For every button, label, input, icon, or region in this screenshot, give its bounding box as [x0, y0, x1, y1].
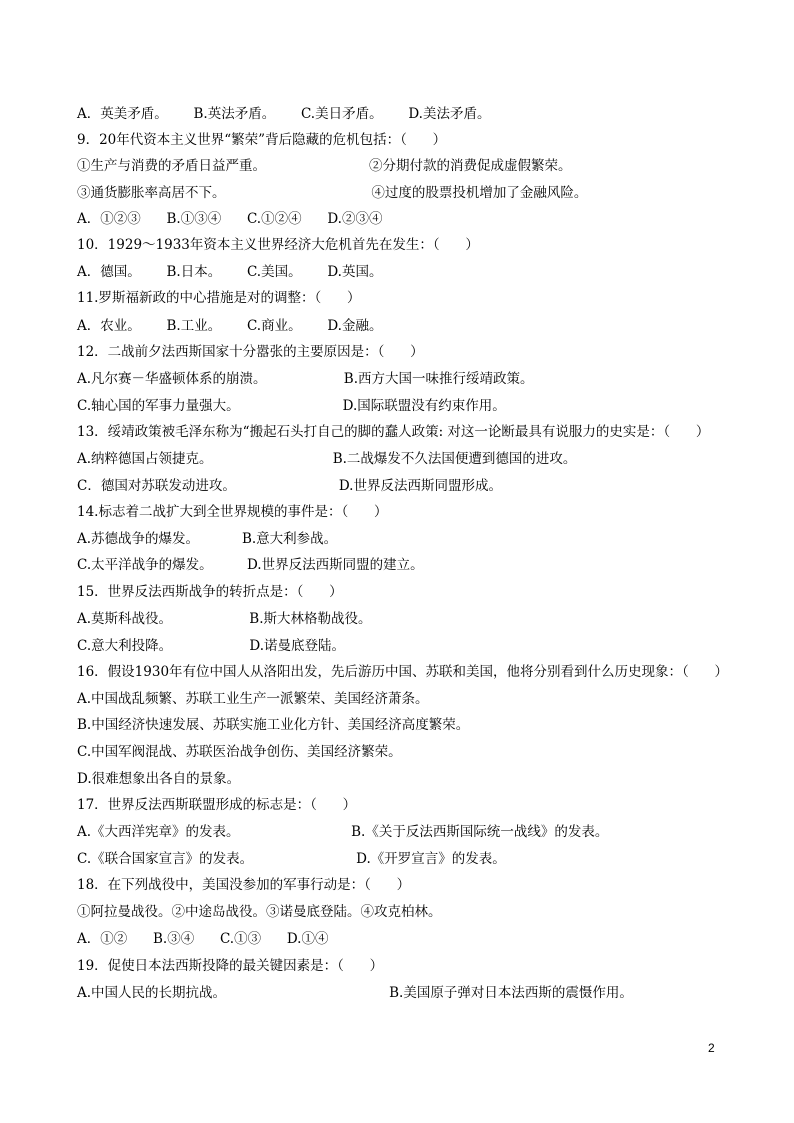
text-line: 11.罗斯福新政的中心措施是对的调整：（ ） — [77, 290, 361, 306]
text-line: A．农业。 B.工业。 C.商业。 D.金融。 — [77, 318, 383, 334]
text-line: A.中国人民的长期抗战。 B.美国原子弹对日本法西斯的震慑作用。 — [77, 985, 633, 1001]
page-number: 2 — [708, 1041, 715, 1055]
text-line: C.太平洋战争的爆发。 D.世界反法西斯同盟的建立。 — [77, 557, 424, 573]
text-line: 13．绥靖政策被毛泽东称为“搬起石头打自己的脚的蠢人政策: 对这一论断最具有说服力的史实是：（ ） — [77, 424, 710, 440]
text-line: 18．在下列战役中，美国没参加的军事行动是：（ ） — [77, 877, 411, 893]
text-line: A.莫斯科战役。 B.斯大林格勒战役。 — [77, 611, 372, 627]
text-line: A.《大西洋宪章》的发表。 B.《关于反法西斯国际统一战线》的发表。 — [77, 824, 609, 840]
text-line: 10．1929～1933年资本主义世界经济大危机首先在发生：（ ） — [77, 237, 479, 253]
text-line: C．德国对苏联发动进攻。 D.世界反法西斯同盟形成。 — [77, 478, 502, 494]
text-line: A.纳粹德国占领捷克。 B.二战爆发不久法国便遭到德国的进攻。 — [77, 451, 577, 467]
text-line: A．德国。 B.日本。 C.美国。 D.英国。 — [77, 264, 383, 280]
text-line: ①生产与消费的矛盾日益严重。 ②分期付款的消费促成虚假繁荣。 — [77, 158, 572, 174]
text-line: 19．促使日本法西斯投降的最关键因素是：（ ） — [77, 958, 384, 974]
text-line: C.意大利投降。 D.诺曼底登陆。 — [77, 638, 346, 654]
text-line: 12．二战前夕法西斯国家十分嚣张的主要原因是：（ ） — [77, 344, 424, 360]
text-line: ③通货膨胀率高居不下。 ④过度的股票投机增加了金融风险。 — [77, 185, 588, 201]
text-line: A．英美矛盾。 B.英法矛盾。 C.美日矛盾。 D.美法矛盾。 — [77, 106, 491, 122]
text-line: A.凡尔赛－华盛顿体系的崩溃。 B.西方大国一味推行绥靖政策。 — [77, 371, 534, 387]
text-line: A．①②③ B.①③④ C.①②④ D.②③④ — [77, 211, 383, 227]
text-line: D.很难想象出各自的景象。 — [77, 771, 241, 787]
text-line: B.中国经济快速发展、苏联实施工业化方针、美国经济高度繁荣。 — [77, 717, 470, 733]
text-line: 15．世界反法西斯战争的转折点是：（ ） — [77, 584, 343, 600]
text-line: 14.标志着二战扩大到全世界规模的事件是：（ ） — [77, 504, 388, 520]
text-line: C.中国军阀混战、苏联医治战争创伤、美国经济繁荣。 — [77, 744, 402, 760]
text-line: 9．20年代资本主义世界“繁荣”背后隐藏的危机包括：（ ） — [77, 132, 447, 148]
text-line: A.苏德战争的爆发。 B.意大利参战。 — [77, 531, 338, 547]
text-line: A．①② B.③④ C.①③ D.①④ — [77, 931, 329, 947]
text-line: 16．假设1930年有位中国人从洛阳出发，先后游历中国、苏联和美国，他将分别看到什么历史现象：（ ） — [77, 664, 729, 680]
text-line: ①阿拉曼战役。②中途岛战役。③诺曼底登陆。④攻克柏林。 — [77, 904, 442, 920]
text-line: A.中国战乱频繁、苏联工业生产一派繁荣、美国经济萧条。 — [77, 691, 429, 707]
text-line: C.《联合国家宣言》的发表。 D.《开罗宣言》的发表。 — [77, 851, 506, 867]
text-line: C.轴心国的军事力量强大。 D.国际联盟没有约束作用。 — [77, 398, 506, 414]
text-line: 17．世界反法西斯联盟形成的标志是：（ ） — [77, 797, 357, 813]
